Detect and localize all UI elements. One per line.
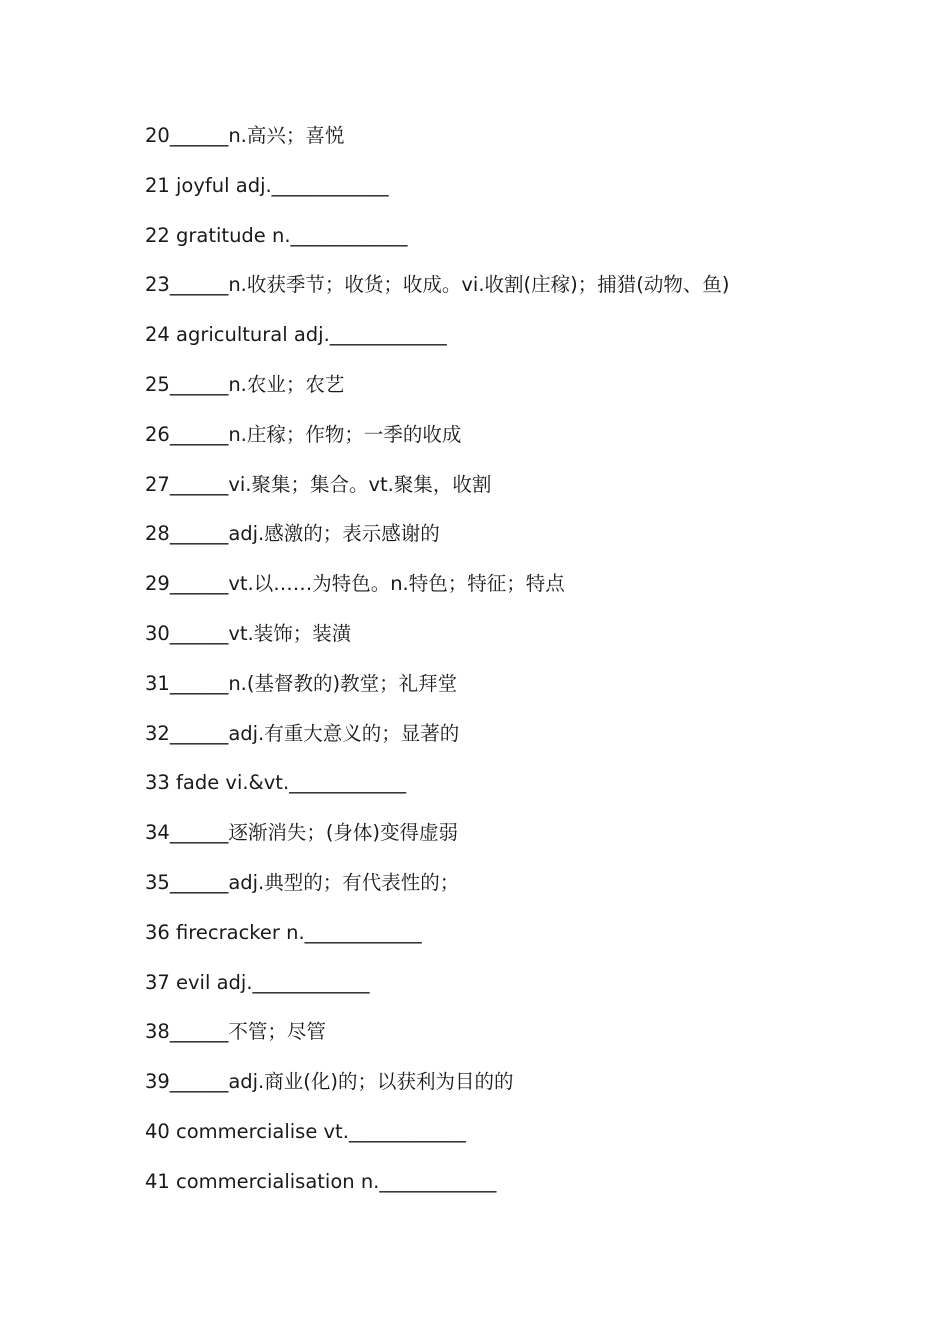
vocab-line-38: 38______不管；尽管 bbox=[145, 1020, 326, 1044]
vocab-line-31: 31______n.(基督教的)教堂；礼拜堂 bbox=[145, 671, 458, 695]
vocab-line-28: 28______adj.感激的；表示感谢的 bbox=[145, 522, 440, 546]
vocab-line-27: 27______vi.聚集；集合。vt.聚集，收割 bbox=[145, 472, 492, 496]
vocab-line-26: 26______n.庄稼；作物；一季的收成 bbox=[145, 422, 462, 446]
vocab-line-36: 36 firecracker n.____________ bbox=[145, 920, 422, 944]
vocab-line-22: 22 gratitude n.____________ bbox=[145, 223, 408, 247]
vocab-line-20: 20______n.高兴；喜悦 bbox=[145, 124, 345, 147]
vocab-line-29: 29______vt.以……为特色。n.特色；特征；特点 bbox=[145, 572, 565, 596]
vocab-line-24: 24 agricultural adj.____________ bbox=[145, 323, 447, 347]
vocab-line-21: 21 joyful adj.____________ bbox=[145, 173, 389, 197]
vocab-line-40: 40 commercialise vt.____________ bbox=[145, 1119, 466, 1143]
vocab-line-32: 32______adj.有重大意义的；显著的 bbox=[145, 721, 460, 745]
vocab-line-35: 35______adj.典型的；有代表性的； bbox=[145, 870, 460, 894]
vocab-line-34: 34______逐渐消失；(身体)变得虚弱 bbox=[145, 821, 459, 845]
vocab-line-41: 41 commercialisation n.____________ bbox=[145, 1169, 497, 1193]
vocab-line-30: 30______vt.装饰；装潢 bbox=[145, 621, 352, 645]
vocab-line-39: 39______adj.商业(化)的；以获利为目的的 bbox=[145, 1070, 514, 1094]
vocab-line-37: 37 evil adj.____________ bbox=[145, 970, 370, 994]
vocab-line-25: 25______n.农业；农艺 bbox=[145, 372, 345, 396]
vocab-line-23: 23______n.收获季节；收货；收成。vi.收割(庄稼)；捕猎(动物、鱼) bbox=[145, 273, 730, 297]
vocabulary-list bbox=[145, 119, 925, 1215]
vocab-line-33: 33 fade vi.&vt.____________ bbox=[145, 771, 407, 795]
